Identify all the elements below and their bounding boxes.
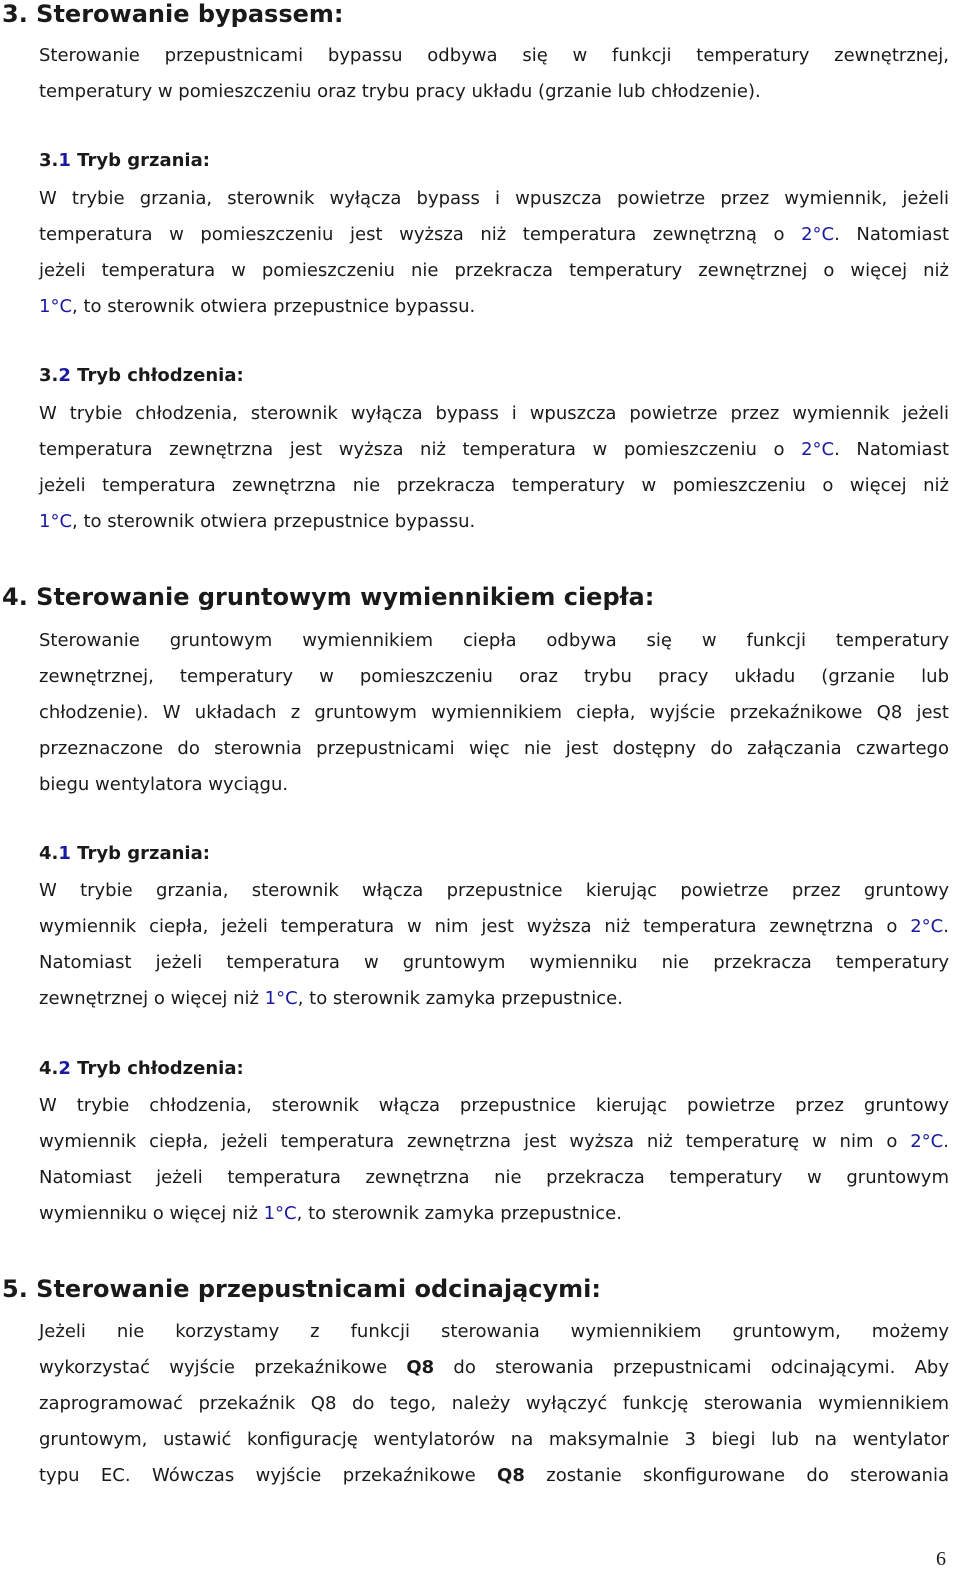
temperature-value: 1°C [39,296,73,317]
section-5-body [39,1314,949,1494]
section-3-2-heading [39,365,244,387]
text-line: przeznaczone do sterownia przepustnicami więc nie jest dostępny do załączania czwartego [39,738,949,759]
text-line: 1°C, to sterownik otwiera przepustnice bypassu. [39,511,476,532]
text-line: biegu wentylatora wyciągu. [39,774,289,795]
text-line: jeżeli temperatura zewnętrzna nie przekracza temperatury w pomieszczeniu o więcej niż [39,475,949,496]
text-line: W trybie chłodzenia, sterownik wyłącza bypass i wpuszcza powietrze przez wymiennik jeżeli [39,403,949,424]
text-line: wymienniku o więcej niż 1°C, to sterownik zamyka przepustnice. [39,1203,622,1224]
temperature-value: 2°C [910,1131,944,1152]
section-4-intro [39,623,949,803]
relay-label: Q8 [406,1357,435,1378]
text-line: Jeżeli nie korzystamy z funkcji sterowania wymiennikiem gruntowym, możemy [39,1321,949,1342]
heading-number-accent: 2 [58,1058,71,1079]
relay-label: Q8 [497,1465,525,1486]
text-line: 1°C, to sterownik otwiera przepustnice bypassu. [39,296,476,317]
temperature-value: 2°C [910,916,944,937]
heading-number: 4. [39,843,59,864]
text-line: Sterowanie przepustnicami bypassu odbywa się w funkcji temperatury zewnętrznej, [39,45,949,66]
section-5-heading: 5. Sterowanie przepustnicami odcinającymi: [2,1275,601,1303]
heading-number-accent: 2 [58,365,71,386]
text-line: zewnętrznej o więcej niż 1°C, to sterownik zamyka przepustnice. [39,988,623,1009]
section-3-2-body [39,396,949,540]
section-4-2-heading [39,1058,244,1080]
text-line: zaprogramować przekaźnik Q8 do tego, należy wyłączyć funkcję sterowania wymiennikiem [39,1393,949,1414]
temperature-value: 2°C [801,224,835,245]
section-4-1-heading [39,843,210,865]
heading-title: Tryb grzania: [70,150,210,171]
text-line: temperatury w pomieszczeniu oraz trybu pracy układu (grzanie lub chłodzenie). [39,81,761,102]
heading-title: Tryb chłodzenia: [70,1058,244,1079]
text-line: gruntowym, ustawić konfigurację wentylatorów na maksymalnie 3 biegi lub na wentylator [39,1429,949,1450]
section-4-2-body [39,1088,949,1232]
section-3-1-body [39,181,949,325]
text-line: Natomiast jeżeli temperatura w gruntowym wymienniku nie przekracza temperatury [39,952,949,973]
text-line: Natomiast jeżeli temperatura zewnętrzna nie przekracza temperatury w gruntowym [39,1167,949,1188]
temperature-value: 1°C [263,1203,297,1224]
heading-title: Tryb chłodzenia: [70,365,244,386]
text-line: wymiennik ciepła, jeżeli temperatura w nim jest wyższa niż temperatura zewnętrzna o 2°C. [39,916,949,937]
heading-number: 3. [39,150,59,171]
text-line: temperatura w pomieszczeniu jest wyższa niż temperatura zewnętrzną o 2°C. Natomiast [39,224,950,245]
text-line: wymiennik ciepła, jeżeli temperatura zewnętrzna jest wyższa niż temperaturę w nim o 2°C. [39,1131,949,1152]
text-line: jeżeli temperatura w pomieszczeniu nie przekracza temperatury zewnętrznej o więcej niż [39,260,949,281]
text-line: zewnętrznej, temperatury w pomieszczeniu oraz trybu pracy układu (grzanie lub [39,666,949,687]
page-number: 6 [936,1548,946,1570]
section-4-1-body [39,873,949,1017]
text-line: chłodzenie). W układach z gruntowym wymiennikiem ciepła, wyjście przekaźnikowe Q8 jest [39,702,949,723]
section-3-1-heading [39,150,210,172]
text-line: temperatura zewnętrzna jest wyższa niż temperatura w pomieszczeniu o 2°C. Natomiast [39,439,950,460]
text-line: W trybie chłodzenia, sterownik włącza przepustnice kierując powietrze przez gruntowy [39,1095,949,1116]
heading-number: 4. [39,1058,59,1079]
temperature-value: 2°C [801,439,835,460]
text-line: typu EC. Wówczas wyjście przekaźnikowe Q8 zostanie skonfigurowane do sterowania [39,1465,949,1486]
temperature-value: 1°C [39,511,73,532]
heading-number-accent: 1 [58,150,71,171]
text-line: W trybie grzania, sterownik włącza przepustnice kierując powietrze przez gruntowy [39,880,949,901]
heading-number-accent: 1 [58,843,71,864]
text-line: wykorzystać wyjście przekaźnikowe Q8 do sterowania przepustnicami odcinającymi. Aby [39,1357,949,1378]
heading-number: 3. [39,365,59,386]
text-line: Sterowanie gruntowym wymiennikiem ciepła odbywa się w funkcji temperatury [39,630,949,651]
text-line: W trybie grzania, sterownik wyłącza bypass i wpuszcza powietrze przez wymiennik, jeżeli [39,188,949,209]
section-3-heading: 3. Sterowanie bypassem: [2,0,344,28]
temperature-value: 1°C [264,988,298,1009]
section-4-heading: 4. Sterowanie gruntowym wymiennikiem ciepła: [2,583,655,611]
section-3-intro [39,38,949,110]
heading-title: Tryb grzania: [70,843,210,864]
